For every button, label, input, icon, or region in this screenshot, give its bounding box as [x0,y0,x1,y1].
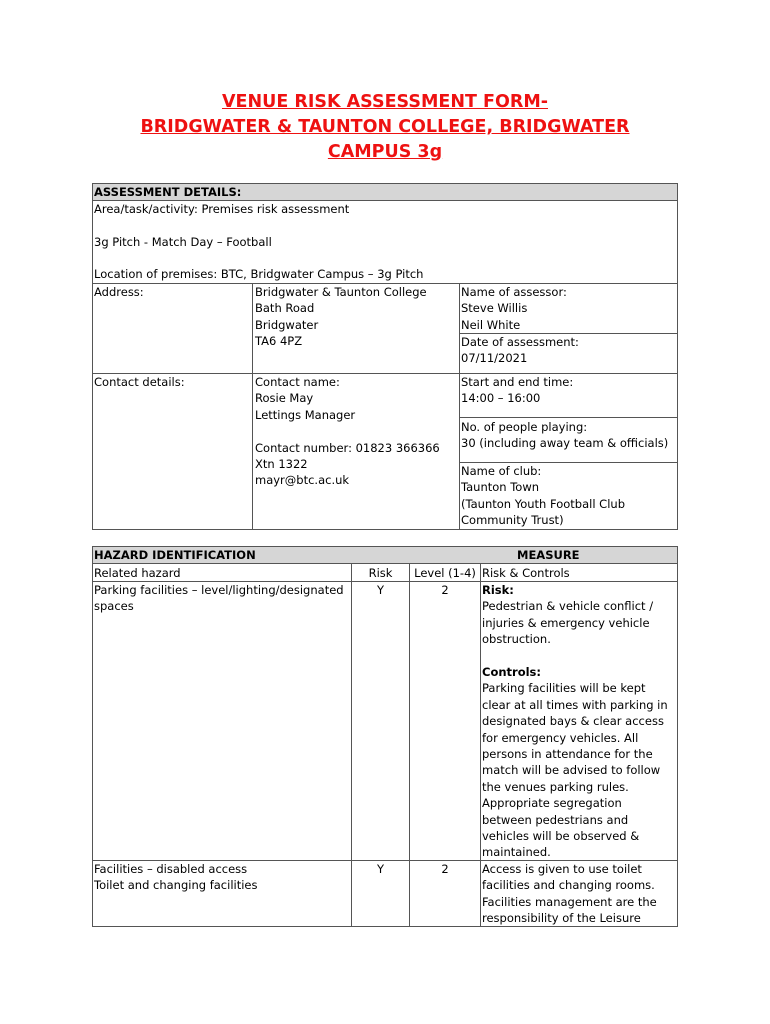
people-block [461,419,668,452]
risk-line: Pedestrian & vehicle conflict / [482,599,654,614]
address-line: Bridgwater & Taunton College [255,285,427,299]
controls-line: maintained. [482,845,551,860]
hazard-row-2-level: 2 [441,862,449,876]
controls-label: Controls: [482,665,541,680]
controls-line: clear at all times with parking in [482,697,668,712]
risk-label: Risk: [482,583,514,597]
start-end-time: 14:00 – 16:00 [461,391,541,406]
col-risk: Risk [368,566,393,580]
controls-line: Facilities management are the [482,894,657,909]
assessor-block [461,284,567,333]
divider [459,283,460,530]
contact-number: Contact number: 01823 366366 [255,440,440,455]
address-line: TA6 4PZ [255,334,303,349]
controls-line: Access is given to use toilet [482,862,642,876]
controls-line: responsibility of the Leisure [482,911,641,926]
club-block [461,463,625,529]
people-count: 30 (including away team & officials) [461,436,669,451]
club-line: (Taunton Youth Football Club [461,496,625,511]
controls-line: the venues parking rules. [482,779,629,794]
hazard-text: Facilities – disabled access [94,862,248,876]
controls-line: for emergency vehicles. All [482,730,639,745]
contact-name: Rosie May [255,391,314,406]
measure-header: MEASURE [517,548,580,562]
hazard-row-1-risk: Y [376,583,385,597]
title-line-1: VENUE RISK ASSESSMENT FORM- [221,92,548,112]
contact-name-label: Contact name: [255,375,340,389]
contact-extension: Xtn 1322 [255,457,308,472]
hazard-row-1-controls [482,582,668,861]
area-task-activity: Area/task/activity: Premises risk assessment [94,202,350,216]
controls-line: Parking facilities will be kept [482,681,646,696]
time-block [461,374,573,407]
hazard-row-1-hazard [94,582,344,615]
controls-line: between pedestrians and [482,812,629,827]
hazard-row-2-controls [482,861,657,927]
pitch-description: 3g Pitch - Match Day – Football [94,235,272,249]
risk-line: injuries & emergency vehicle [482,615,650,630]
club-line: Community Trust) [461,513,564,528]
hazard-header: HAZARD IDENTIFICATION [94,548,256,562]
hazard-text: spaces [94,599,134,614]
time-label: Start and end time: [461,375,574,389]
assessor-name: Neil White [461,317,521,332]
controls-line: Appropriate segregation [482,796,622,811]
assessment-date: 07/11/2021 [461,351,528,366]
date-block [461,334,579,367]
controls-line: facilities and changing rooms. [482,878,655,893]
address-label: Address: [94,285,144,299]
contact-email[interactable]: mayr@btc.ac.uk [255,473,350,488]
col-level: Level (1-4) [414,566,476,580]
people-label: No. of people playing: [461,420,588,434]
divider [252,283,253,530]
club-label: Name of club: [461,464,542,478]
contact-block [255,374,440,489]
club-line: Taunton Town [461,480,540,495]
controls-line: vehicles will be observed & [482,829,640,844]
divider [480,563,481,927]
date-label: Date of assessment: [461,335,579,349]
risk-line: obstruction. [482,632,551,647]
form-title [0,90,770,165]
hazard-text: Parking facilities – level/lighting/designated [94,583,344,597]
title-line-2: BRIDGWATER & TAUNTON COLLEGE, BRIDGWATER [140,117,630,137]
assessor-name: Steve Willis [461,301,528,316]
col-risk-controls: Risk & Controls [482,566,570,580]
col-related-hazard: Related hazard [94,566,181,580]
premises-location: Location of premises: BTC, Bridgwater Campus – 3g Pitch [94,267,424,281]
hazard-row-2-risk: Y [376,862,385,876]
contact-role: Lettings Manager [255,407,356,422]
title-line-3: CAMPUS 3g [327,142,443,162]
controls-line: persons in attendance for the [482,747,653,762]
hazard-row-2-hazard [94,861,258,894]
assessor-label: Name of assessor: [461,285,567,299]
address-line: Bath Road [255,301,315,316]
address-block [255,284,427,350]
divider [459,417,678,418]
hazard-row-1-level: 2 [441,583,449,597]
controls-line: match will be advised to follow [482,763,661,778]
address-line: Bridgwater [255,317,319,332]
hazard-text: Toilet and changing facilities [94,878,258,893]
assessment-header: ASSESSMENT DETAILS: [94,185,242,199]
contact-details-label: Contact details: [94,375,185,389]
controls-line: designated bays & clear access [482,714,664,729]
